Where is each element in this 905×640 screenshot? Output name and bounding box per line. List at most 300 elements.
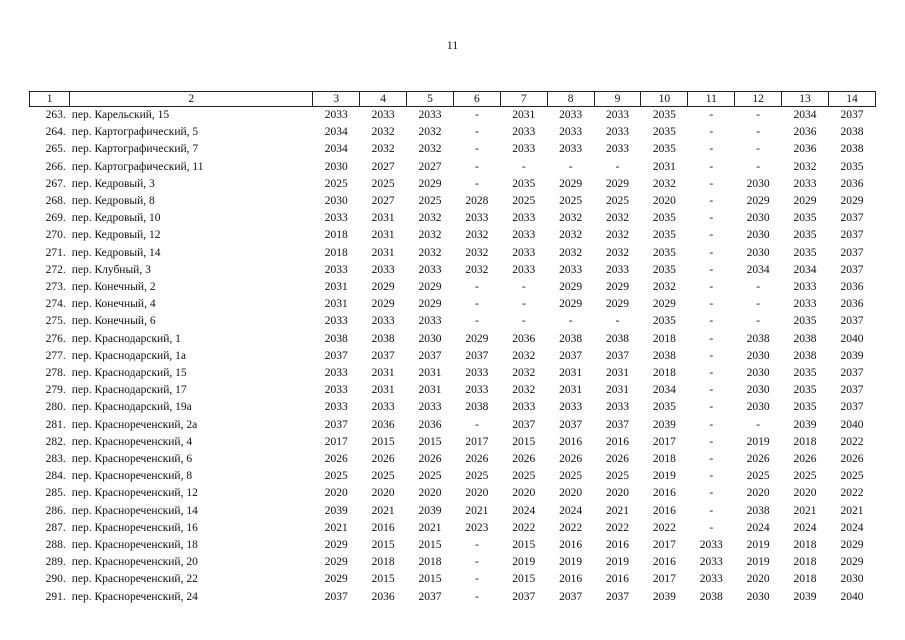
year-cell: 2020 [746, 573, 770, 586]
year-cell: 2024 [840, 521, 864, 534]
year-cell: 2032 [418, 212, 442, 225]
year-cell: 2016 [606, 539, 630, 552]
year-cell: - [521, 160, 526, 173]
year-cell: 2031 [371, 229, 395, 242]
year-cell: 2037 [512, 590, 536, 603]
column-header: 9 [594, 92, 641, 107]
year-cell: 2035 [652, 401, 676, 414]
row-number: 280. [45, 401, 66, 414]
year-cell: 2036 [840, 177, 864, 190]
year-cell: - [475, 143, 479, 156]
row-number: 263. [45, 109, 66, 121]
year-cell: 2033 [699, 539, 723, 552]
table-row [30, 485, 876, 502]
year-cell: 2015 [512, 435, 536, 448]
year-cell: - [475, 109, 479, 121]
year-cell: 2032 [606, 229, 630, 242]
year-cell: - [709, 126, 714, 139]
year-cell: 2020 [746, 487, 770, 500]
year-cell: 2031 [559, 367, 583, 380]
year-cell: 2037 [606, 418, 630, 431]
year-cell: 2032 [465, 246, 489, 259]
year-cell: - [709, 487, 714, 500]
street-address: пер. Кедровый, 12 [71, 229, 161, 242]
street-address: пер. Краснореченский, 24 [71, 590, 198, 603]
row-number: 276. [45, 332, 66, 345]
year-cell: 2038 [840, 126, 864, 139]
year-cell: 2031 [371, 384, 395, 397]
year-cell: - [756, 143, 761, 156]
street-address: пер. Кедровый, 8 [71, 195, 155, 208]
year-cell: - [756, 126, 761, 139]
year-cell: 2033 [465, 367, 489, 380]
year-cell: 2034 [793, 263, 817, 276]
year-cell: 2031 [512, 109, 536, 121]
year-cell: 2032 [465, 263, 489, 276]
year-cell: 2024 [793, 521, 817, 534]
year-cell: 2025 [371, 470, 395, 483]
year-cell: 2020 [512, 487, 536, 500]
year-cell: - [475, 315, 479, 328]
year-cell: 2037 [606, 590, 630, 603]
row-number: 268. [45, 195, 66, 208]
year-cell: 2020 [606, 487, 630, 500]
year-cell: 2030 [324, 195, 348, 208]
year-cell: 2033 [699, 573, 723, 586]
row-number: 285. [45, 487, 66, 500]
year-cell: - [709, 367, 714, 380]
street-address: пер. Краснодарский, 15 [71, 367, 187, 380]
year-cell: 2021 [371, 504, 395, 517]
year-cell: 2017 [324, 435, 348, 448]
year-cell: 2034 [324, 126, 348, 139]
year-cell: 2026 [840, 453, 864, 466]
year-cell: - [709, 229, 714, 242]
year-cell: - [709, 281, 714, 294]
year-cell: - [709, 384, 714, 397]
year-cell: 2029 [418, 298, 442, 311]
year-cell: - [475, 160, 479, 173]
year-cell: 2026 [793, 453, 817, 466]
year-cell: 2033 [465, 384, 489, 397]
year-cell: 2033 [699, 556, 723, 569]
table-header [30, 92, 876, 107]
year-cell: 2033 [512, 229, 536, 242]
year-cell: 2022 [559, 521, 583, 534]
row-number: 275. [45, 315, 66, 328]
street-address: пер. Краснореченский, 18 [71, 539, 198, 552]
year-cell: - [709, 315, 714, 328]
table-row [30, 571, 876, 588]
year-cell: 2019 [746, 539, 770, 552]
year-cell: 2032 [418, 246, 442, 259]
street-address: пер. Краснореченский, 22 [71, 573, 198, 586]
table-row [30, 348, 876, 365]
year-cell: 2032 [606, 212, 630, 225]
year-cell: 2026 [512, 453, 536, 466]
table-row [30, 537, 876, 554]
year-cell: 2036 [840, 281, 864, 294]
year-cell: 2032 [465, 229, 489, 242]
year-cell: 2020 [559, 487, 583, 500]
year-cell: 2017 [652, 539, 676, 552]
year-cell: 2024 [512, 504, 536, 517]
table-body [30, 107, 876, 606]
column-header: 12 [735, 92, 782, 107]
year-cell: 2025 [559, 470, 583, 483]
year-cell: 2035 [793, 212, 817, 225]
row-number: 289. [45, 556, 66, 569]
street-address: пер. Краснореченский, 4 [71, 435, 193, 448]
year-cell: 2029 [840, 195, 864, 208]
year-cell: 2017 [465, 435, 489, 448]
year-cell: 2039 [324, 504, 348, 517]
year-cell: 2037 [840, 263, 864, 276]
row-number: 284. [45, 470, 66, 483]
year-cell: 2033 [793, 177, 817, 190]
table-row [30, 503, 876, 520]
year-cell: 2018 [371, 556, 395, 569]
year-cell: 2029 [371, 298, 395, 311]
year-cell: 2032 [559, 229, 583, 242]
year-cell: 2029 [840, 556, 864, 569]
row-number: 282. [45, 435, 66, 448]
year-cell: 2039 [418, 504, 442, 517]
year-cell: 2018 [652, 367, 676, 380]
year-cell: - [709, 521, 714, 534]
year-cell: 2025 [606, 195, 630, 208]
year-cell: - [615, 315, 620, 328]
year-cell: 2033 [371, 401, 395, 414]
year-cell: 2015 [418, 539, 442, 552]
row-number: 290. [45, 573, 66, 586]
year-cell: 2034 [793, 109, 817, 121]
year-cell: 2034 [746, 263, 770, 276]
year-cell: 2036 [793, 143, 817, 156]
year-cell: 2018 [652, 453, 676, 466]
year-cell: 2018 [793, 573, 817, 586]
row-number: 274. [45, 298, 66, 311]
row-number: 277. [45, 349, 66, 362]
year-cell: 2029 [324, 573, 348, 586]
year-cell: 2036 [840, 298, 864, 311]
year-cell: 2039 [652, 590, 676, 603]
year-cell: 2036 [371, 418, 395, 431]
row-number: 288. [45, 539, 66, 552]
year-cell: 2016 [371, 521, 395, 534]
row-number: 271. [45, 246, 66, 259]
year-cell: 2030 [746, 349, 770, 362]
year-cell: 2037 [559, 418, 583, 431]
column-header: 11 [688, 92, 735, 107]
year-cell: 2032 [371, 143, 395, 156]
year-cell: 2029 [559, 281, 583, 294]
year-cell: 2016 [652, 504, 676, 517]
street-address: пер. Кедровый, 3 [71, 177, 155, 190]
street-address: пер. Клубный, 3 [71, 263, 151, 276]
year-cell: - [475, 126, 479, 139]
year-cell: 2040 [840, 418, 864, 431]
year-cell: 2031 [559, 384, 583, 397]
year-cell: 2019 [512, 556, 536, 569]
year-cell: 2019 [559, 556, 583, 569]
year-cell: 2029 [559, 177, 583, 190]
row-number: 267. [45, 177, 66, 190]
column-header: 4 [360, 92, 407, 107]
column-header: 14 [828, 92, 875, 107]
year-cell: 2030 [746, 401, 770, 414]
year-cell: 2025 [418, 195, 442, 208]
street-address: пер. Кедровый, 14 [71, 246, 161, 259]
table-row [30, 107, 876, 125]
year-cell: 2032 [606, 246, 630, 259]
year-cell: 2035 [793, 384, 817, 397]
year-cell: 2030 [418, 332, 442, 345]
table-row [30, 210, 876, 227]
year-cell: 2015 [512, 573, 536, 586]
year-cell: 2025 [324, 177, 348, 190]
year-cell: - [709, 143, 714, 156]
year-cell: 2026 [606, 453, 630, 466]
year-cell: 2035 [793, 246, 817, 259]
year-cell: 2017 [652, 573, 676, 586]
year-cell: 2034 [324, 143, 348, 156]
year-cell: - [475, 281, 479, 294]
year-cell: 2033 [559, 401, 583, 414]
year-cell: 2033 [512, 263, 536, 276]
table-row [30, 589, 876, 606]
year-cell: - [709, 470, 714, 483]
year-cell: 2016 [652, 556, 676, 569]
year-cell: 2018 [793, 556, 817, 569]
data-table [29, 91, 876, 606]
year-cell: 2021 [465, 504, 489, 517]
street-address: пер. Краснодарский, 1а [71, 349, 186, 362]
year-cell: 2016 [606, 435, 630, 448]
row-number: 270. [45, 229, 66, 242]
year-cell: 2039 [652, 418, 676, 431]
year-cell: 2030 [746, 590, 770, 603]
year-cell: 2018 [324, 229, 348, 242]
year-cell: 2024 [559, 504, 583, 517]
year-cell: 2032 [418, 229, 442, 242]
year-cell: 2033 [418, 401, 442, 414]
year-cell: 2033 [324, 263, 348, 276]
year-cell: - [709, 263, 714, 276]
year-cell: 2029 [324, 539, 348, 552]
year-cell: 2037 [324, 590, 348, 603]
year-cell: 2038 [465, 401, 489, 414]
row-number: 264. [45, 126, 66, 139]
year-cell: 2037 [559, 590, 583, 603]
year-cell: - [475, 539, 479, 552]
column-header: 5 [407, 92, 454, 107]
column-header: 7 [500, 92, 547, 107]
year-cell: - [756, 281, 761, 294]
year-cell: 2038 [606, 332, 630, 345]
year-cell: 2032 [371, 126, 395, 139]
year-cell: 2032 [652, 177, 676, 190]
year-cell: 2019 [606, 556, 630, 569]
year-cell: 2018 [793, 539, 817, 552]
year-cell: 2033 [559, 109, 583, 121]
table-row [30, 520, 876, 537]
year-cell: 2022 [652, 521, 676, 534]
year-cell: - [709, 418, 714, 431]
street-address: пер. Краснореченский, 16 [71, 521, 198, 534]
year-cell: - [756, 315, 761, 328]
row-number: 273. [45, 281, 66, 294]
year-cell: 2035 [793, 229, 817, 242]
year-cell: 2037 [840, 109, 864, 121]
year-cell: - [709, 401, 714, 414]
year-cell: 2029 [371, 281, 395, 294]
row-number: 283. [45, 453, 66, 466]
year-cell: 2031 [606, 384, 630, 397]
year-cell: 2033 [324, 212, 348, 225]
table-row [30, 451, 876, 468]
year-cell: 2024 [746, 521, 770, 534]
year-cell: 2030 [746, 384, 770, 397]
row-number: 279. [45, 384, 66, 397]
table-row [30, 468, 876, 485]
year-cell: 2037 [606, 349, 630, 362]
year-cell: 2031 [606, 367, 630, 380]
year-cell: 2019 [746, 556, 770, 569]
page-number: 11 [446, 38, 459, 52]
year-cell: 2035 [512, 177, 536, 190]
table-row [30, 417, 876, 434]
year-cell: 2015 [418, 573, 442, 586]
column-header: 10 [641, 92, 688, 107]
year-cell: 2039 [793, 590, 817, 603]
year-cell: 2016 [652, 487, 676, 500]
year-cell: - [709, 246, 714, 259]
year-cell: 2031 [652, 160, 676, 173]
year-cell: 2038 [746, 504, 770, 517]
year-cell: 2029 [606, 281, 630, 294]
year-cell: - [709, 298, 714, 311]
year-cell: 2029 [559, 298, 583, 311]
year-cell: 2015 [371, 539, 395, 552]
street-address: пер. Кедровый, 10 [71, 212, 161, 225]
year-cell: - [475, 298, 479, 311]
street-address: пер. Краснореченский, 20 [71, 556, 198, 569]
year-cell: 2030 [746, 367, 770, 380]
year-cell: - [709, 349, 714, 362]
year-cell: 2028 [465, 195, 489, 208]
year-cell: - [475, 418, 479, 431]
year-cell: 2033 [512, 212, 536, 225]
row-number: 291. [45, 590, 66, 603]
year-cell: 2015 [512, 539, 536, 552]
year-cell: 2031 [371, 212, 395, 225]
year-cell: - [475, 590, 479, 603]
year-cell: 2033 [418, 315, 442, 328]
street-address: пер. Конечный, 6 [71, 315, 156, 328]
year-cell: 2038 [840, 143, 864, 156]
row-number: 287. [45, 521, 66, 534]
table-row [30, 399, 876, 416]
year-cell: - [709, 177, 714, 190]
year-cell: 2037 [324, 418, 348, 431]
table-row [30, 141, 876, 158]
year-cell: 2033 [793, 298, 817, 311]
year-cell: 2038 [793, 332, 817, 345]
table-row [30, 193, 876, 210]
year-cell: 2037 [840, 367, 864, 380]
year-cell: - [615, 160, 620, 173]
year-cell: 2031 [371, 246, 395, 259]
year-cell: 2038 [652, 349, 676, 362]
year-cell: 2027 [371, 195, 395, 208]
year-cell: 2036 [793, 126, 817, 139]
year-cell: 2026 [324, 453, 348, 466]
year-cell: 2021 [793, 504, 817, 517]
table-row [30, 279, 876, 296]
year-cell: 2033 [512, 143, 536, 156]
year-cell: 2018 [793, 435, 817, 448]
year-cell: 2038 [324, 332, 348, 345]
table-row [30, 124, 876, 141]
year-cell: - [709, 160, 714, 173]
year-cell: 2032 [512, 367, 536, 380]
year-cell: 2015 [371, 573, 395, 586]
year-cell: 2036 [512, 332, 536, 345]
row-number: 272. [45, 263, 66, 276]
year-cell: 2025 [512, 195, 536, 208]
year-cell: 2017 [652, 435, 676, 448]
year-cell: 2033 [559, 263, 583, 276]
year-cell: 2037 [512, 418, 536, 431]
table-row [30, 554, 876, 571]
year-cell: - [709, 212, 714, 225]
year-cell: - [756, 160, 761, 173]
year-cell: 2033 [465, 212, 489, 225]
year-cell: 2033 [324, 384, 348, 397]
year-cell: 2026 [746, 453, 770, 466]
year-cell: 2035 [793, 401, 817, 414]
year-cell: 2033 [418, 109, 442, 121]
street-address: пер. Краснодарский, 17 [71, 384, 187, 397]
row-number: 286. [45, 504, 66, 517]
year-cell: 2016 [559, 435, 583, 448]
year-cell: 2032 [512, 384, 536, 397]
year-cell: - [521, 315, 526, 328]
year-cell: 2033 [512, 401, 536, 414]
year-cell: 2020 [371, 487, 395, 500]
year-cell: - [568, 160, 573, 173]
year-cell: 2030 [746, 212, 770, 225]
year-cell: 2035 [652, 126, 676, 139]
year-cell: 2025 [840, 470, 864, 483]
year-cell: 2030 [324, 160, 348, 173]
street-address: пер. Краснодарский, 19а [71, 401, 192, 414]
year-cell: 2033 [606, 263, 630, 276]
year-cell: 2029 [606, 298, 630, 311]
year-cell: - [709, 504, 714, 517]
year-cell: 2021 [418, 521, 442, 534]
year-cell: 2035 [652, 229, 676, 242]
year-cell: 2016 [559, 539, 583, 552]
year-cell: 2039 [840, 349, 864, 362]
year-cell: 2037 [371, 349, 395, 362]
column-header: 6 [453, 92, 500, 107]
year-cell: - [756, 109, 761, 121]
year-cell: 2031 [418, 384, 442, 397]
year-cell: - [521, 281, 526, 294]
year-cell: 2030 [746, 177, 770, 190]
